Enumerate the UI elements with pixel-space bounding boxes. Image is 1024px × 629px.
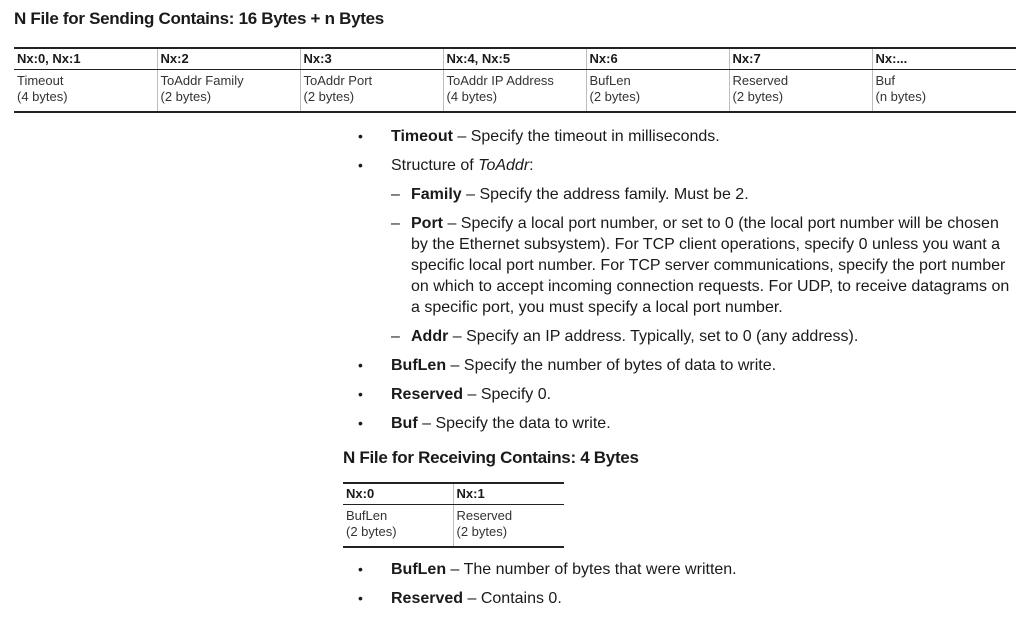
field-name: Reserved bbox=[456, 508, 513, 523]
description: – Specify the number of bytes of data to write. bbox=[446, 357, 777, 374]
list-item bbox=[358, 559, 1018, 580]
description: – Specify the timeout in milliseconds. bbox=[452, 128, 720, 145]
term: Family bbox=[411, 186, 462, 203]
field-size: (2 bytes) bbox=[589, 89, 641, 104]
column-header: Nx:0 bbox=[343, 483, 453, 505]
column-header: Nx:7 bbox=[729, 48, 872, 70]
field-name: ToAddr Family bbox=[160, 73, 244, 88]
description: Structure of bbox=[391, 157, 479, 174]
field-size: (4 bytes) bbox=[446, 89, 498, 104]
table-row bbox=[343, 505, 564, 548]
term: ToAddr bbox=[478, 157, 530, 174]
table-header-row bbox=[14, 48, 1016, 70]
table-cell bbox=[443, 70, 586, 113]
dash-icon: – bbox=[391, 186, 400, 203]
table-cell bbox=[453, 505, 564, 548]
field-size: (4 bytes) bbox=[17, 89, 68, 104]
field-name: BufLen bbox=[589, 73, 631, 88]
send-heading: N File for Sending Contains: 16 Bytes + n Bytes bbox=[14, 9, 384, 28]
term: Port bbox=[411, 215, 443, 232]
column-header: Nx:2 bbox=[157, 48, 300, 70]
list-item bbox=[358, 588, 1018, 609]
field-size: (2 bytes) bbox=[732, 89, 784, 104]
table-header-row bbox=[343, 483, 564, 505]
table-cell bbox=[729, 70, 872, 113]
field-size: (2 bytes) bbox=[303, 89, 355, 104]
send-field-descriptions bbox=[358, 126, 1018, 434]
send-file-table bbox=[14, 47, 1016, 113]
table-cell bbox=[157, 70, 300, 113]
field-size: (2 bytes) bbox=[346, 524, 397, 539]
field-name: Timeout bbox=[17, 73, 64, 88]
description: – Specify 0. bbox=[463, 386, 552, 403]
table-cell bbox=[872, 70, 1016, 113]
field-name: ToAddr Port bbox=[303, 73, 373, 88]
column-header: Nx:0, Nx:1 bbox=[14, 48, 157, 70]
table-cell bbox=[14, 70, 157, 113]
receive-heading: N File for Receiving Contains: 4 Bytes bbox=[343, 448, 639, 467]
table-cell bbox=[300, 70, 443, 113]
description: : bbox=[529, 157, 534, 174]
list-item bbox=[358, 126, 1018, 147]
table-row bbox=[14, 70, 1016, 113]
field-size: (2 bytes) bbox=[456, 524, 508, 539]
description: – Contains 0. bbox=[463, 590, 562, 607]
list-item bbox=[358, 155, 1018, 176]
field-name: Reserved bbox=[732, 73, 789, 88]
field-size: (2 bytes) bbox=[160, 89, 212, 104]
receive-field-descriptions bbox=[358, 559, 1018, 609]
dash-icon: – bbox=[391, 328, 400, 345]
column-header: Nx:3 bbox=[300, 48, 443, 70]
dash-icon: – bbox=[391, 215, 400, 232]
table-cell bbox=[586, 70, 729, 113]
bullet-icon: • bbox=[358, 357, 363, 373]
field-size: (n bytes) bbox=[875, 89, 927, 104]
term: Buf bbox=[391, 415, 418, 432]
column-header: Nx:4, Nx:5 bbox=[443, 48, 586, 70]
sub-list-item bbox=[358, 326, 1018, 347]
bullet-icon: • bbox=[358, 415, 363, 431]
term: Reserved bbox=[391, 386, 464, 403]
bullet-icon: • bbox=[358, 590, 363, 606]
field-name: Buf bbox=[875, 73, 896, 88]
column-header: Nx:6 bbox=[586, 48, 729, 70]
description: – Specify the data to write. bbox=[417, 415, 611, 432]
sub-list-item bbox=[358, 184, 1018, 205]
bullet-icon: • bbox=[358, 386, 363, 402]
field-name: ToAddr IP Address bbox=[446, 73, 554, 88]
description: – Specify a local port number, or set to 0 (the local port number will be chosen by the Ethernet subsystem). For TCP client operations, specify 0 unless you want a specific local port number. For TCP server communications, specify the port number on which to accept incoming connection requests. For UDP, to receive datagrams on a specific port, you must specify a local port number. bbox=[411, 215, 1010, 316]
list-item bbox=[358, 413, 1018, 434]
description: – Specify an IP address. Typically, set to 0 (any address). bbox=[448, 328, 859, 345]
column-header: Nx:... bbox=[872, 48, 1016, 70]
bullet-icon: • bbox=[358, 561, 363, 577]
term: Addr bbox=[411, 328, 449, 345]
term: BufLen bbox=[391, 357, 447, 374]
receive-file-table bbox=[343, 482, 564, 548]
sub-list-item bbox=[358, 213, 1018, 318]
bullet-icon: • bbox=[358, 128, 363, 144]
list-item bbox=[358, 355, 1018, 376]
description: – The number of bytes that were written. bbox=[446, 561, 737, 578]
table-cell bbox=[343, 505, 453, 548]
term: Timeout bbox=[391, 128, 453, 145]
column-header: Nx:1 bbox=[453, 483, 564, 505]
bullet-icon: • bbox=[358, 157, 363, 173]
field-name: BufLen bbox=[346, 508, 388, 523]
description: – Specify the address family. Must be 2. bbox=[461, 186, 749, 203]
list-item bbox=[358, 384, 1018, 405]
term: Reserved bbox=[391, 590, 464, 607]
term: BufLen bbox=[391, 561, 447, 578]
